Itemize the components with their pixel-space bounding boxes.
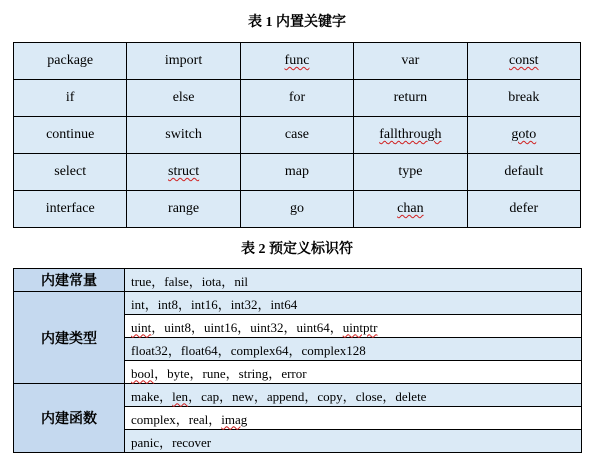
keyword-cell: break xyxy=(467,80,580,117)
keyword-cell xyxy=(127,154,240,191)
table-row xyxy=(14,154,581,191)
table-row xyxy=(14,80,581,117)
keyword-cell xyxy=(467,117,580,154)
spellcheck-mark: bool xyxy=(131,365,155,381)
table-row xyxy=(14,43,581,80)
keyword-cell: type xyxy=(354,154,467,191)
table-row xyxy=(14,384,582,407)
spellcheck-mark: func xyxy=(284,53,310,68)
group-header: 内建常量 xyxy=(14,269,125,292)
table2-caption: 表 2 预定义标识符 xyxy=(241,242,353,257)
table-row xyxy=(14,191,581,228)
keyword-cell: for xyxy=(240,80,353,117)
keyword-cell: continue xyxy=(14,117,127,154)
keyword-cell: select xyxy=(14,154,127,191)
keyword-cell: defer xyxy=(467,191,580,228)
keyword-cell: case xyxy=(240,117,353,154)
group-header: 内建函数 xyxy=(14,384,125,453)
spellcheck-mark: struct xyxy=(168,164,200,179)
keyword-cell: else xyxy=(127,80,240,117)
keywords-table xyxy=(13,42,581,228)
identifier-list-cell: bool，byte，rune，string，error xyxy=(125,361,582,384)
identifier-list-cell: uint，uint8，uint16，uint32，uint64，uintptr xyxy=(125,315,582,338)
spellcheck-mark: const xyxy=(509,53,539,68)
keyword-cell: return xyxy=(354,80,467,117)
identifier-list-cell: true，false，iota，nil xyxy=(125,269,582,292)
table-row xyxy=(14,269,582,292)
spellcheck-mark: chan xyxy=(397,201,424,216)
table-row xyxy=(14,292,582,315)
keyword-cell xyxy=(467,43,580,80)
identifier-list-cell: complex，real，imag xyxy=(125,407,582,430)
keyword-cell xyxy=(240,43,353,80)
identifier-list-cell: float32，float64，complex64，complex128 xyxy=(125,338,582,361)
keyword-cell: package xyxy=(14,43,127,80)
keyword-cell: go xyxy=(240,191,353,228)
table1-caption: 表 1 内置关键字 xyxy=(248,15,346,30)
keyword-cell xyxy=(354,117,467,154)
spellcheck-mark: uint xyxy=(131,319,152,335)
spellcheck-mark: fallthrough xyxy=(379,127,442,142)
keyword-cell: range xyxy=(127,191,240,228)
spellcheck-mark: goto xyxy=(511,127,537,142)
spellcheck-mark: uintptr xyxy=(342,319,378,335)
keyword-cell: import xyxy=(127,43,240,80)
identifier-list-cell: panic，recover xyxy=(125,430,582,453)
keyword-cell: default xyxy=(467,154,580,191)
keyword-cell: interface xyxy=(14,191,127,228)
keyword-cell: switch xyxy=(127,117,240,154)
table-row xyxy=(14,117,581,154)
keyword-cell: if xyxy=(14,80,127,117)
predeclared-identifiers-table xyxy=(13,268,582,453)
keyword-cell: var xyxy=(354,43,467,80)
spellcheck-mark: len xyxy=(172,388,189,404)
identifier-list-cell: make，len，cap，new，append，copy，close，delete xyxy=(125,384,582,407)
group-header: 内建类型 xyxy=(14,292,125,384)
keyword-cell: map xyxy=(240,154,353,191)
identifier-list-cell: int，int8，int16，int32，int64 xyxy=(125,292,582,315)
keyword-cell xyxy=(354,191,467,228)
spellcheck-mark: imag xyxy=(221,411,248,427)
